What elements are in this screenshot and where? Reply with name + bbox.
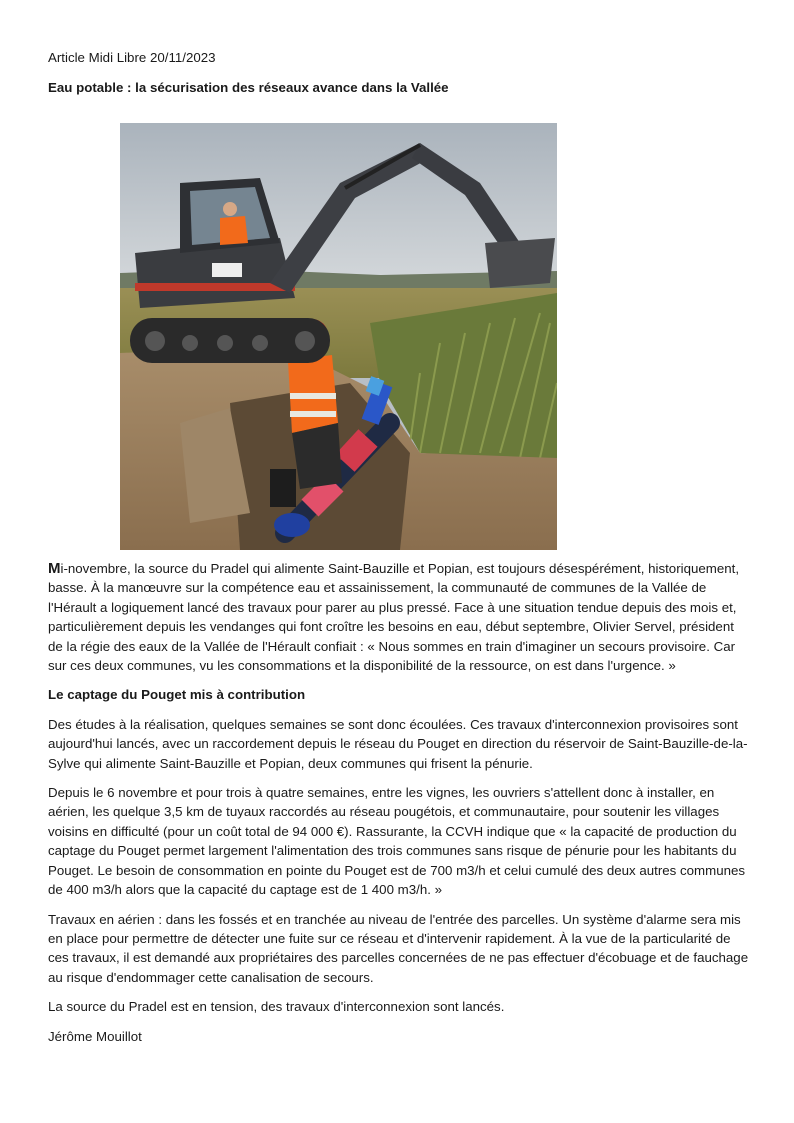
drop-cap: M xyxy=(48,560,61,577)
paragraph-2: Depuis le 6 novembre et pour trois à quatre semaines, entre les vignes, les ouvriers s'attellent donc à installer, en aérien, les quelque 3,5 km de tuyaux raccordés au réseau pougétois, et communautaire, pour soutenir les villages voisins en difficulté (pour un coût total de 94 000 €). Rassurante, la CCVH indique que « la capacité de production du captage du Pouget permet largement l'alimentation des trois communes sans risque de pénurie pour les habitants du Pouget. Le besoin de consommation en pointe du Pouget est de 700 m3/h et celui cumulé des deux autres communes de 400 m3/h alors que la capacité du captage est de 1 400 m3/h. » xyxy=(48,785,746,898)
lead-paragraph xyxy=(48,559,752,675)
paragraph-4: La source du Pradel est en tension, des travaux d'interconnexion sont lancés. xyxy=(48,999,505,1015)
photo-excavator-pipe-trench-icon xyxy=(120,123,557,550)
headline: Eau potable : la sécurisation des réseaux avance dans la Vallée xyxy=(48,80,449,95)
paragraph-1: Des études à la réalisation, quelques semaines se sont donc écoulées. Ces travaux d'interconnexion provisoires sont aujourd'hui lancés, avec un raccordement depuis le réseau du Pouget en direction du réservoir de Saint-Bauzille-de-la-Sylve qui alimente Saint-Bauzille et Popian, deux communes qui frisent la pénurie. xyxy=(48,716,748,771)
subheading: Le captage du Pouget mis à contribution xyxy=(48,687,306,703)
author-line: Jérôme Mouillot xyxy=(48,1028,142,1044)
paragraph-3: Travaux en aérien : dans les fossés et en tranchée au niveau de l'entrée des parcelles. Un système d'alarme sera mis en place pour permettre de détecter une fuite sur ce réseau et d'intervenir rapidement. À la vue de la particularité de ces travaux, il est demandé aux propriétaires des parcelles concernées de ne pas effectuer d'écobuage et de fauchage au risque d'endommager cette canalisation de secours. xyxy=(48,911,749,985)
source-line: Article Midi Libre 20/11/2023 xyxy=(48,50,216,65)
lead-text: i-novembre, la source du Pradel qui alimente Saint-Bauzille et Popian, est toujours désespérément, historiquement, basse. À la manœuvre sur la compétence eau et assainissement, la communauté de communes de la Vallée de l'Hérault a logiquement lancé des travaux pour parer au plus pressé. Face à une situation tendue depuis des mois et, particulièrement depuis les vendanges qui font croître les besoins en eau, début septembre, Olivier Servel, président de la régie des eaux de la Vallée de l'Hérault confiait : « Nous sommes en train d'imaginer un secours provisoire. Car sur ces deux communes, vu les consommations et la disponibilité de la ressource, on est dans l'urgence. » xyxy=(48,561,740,674)
article-photo xyxy=(120,123,557,550)
article-body xyxy=(48,559,752,1056)
